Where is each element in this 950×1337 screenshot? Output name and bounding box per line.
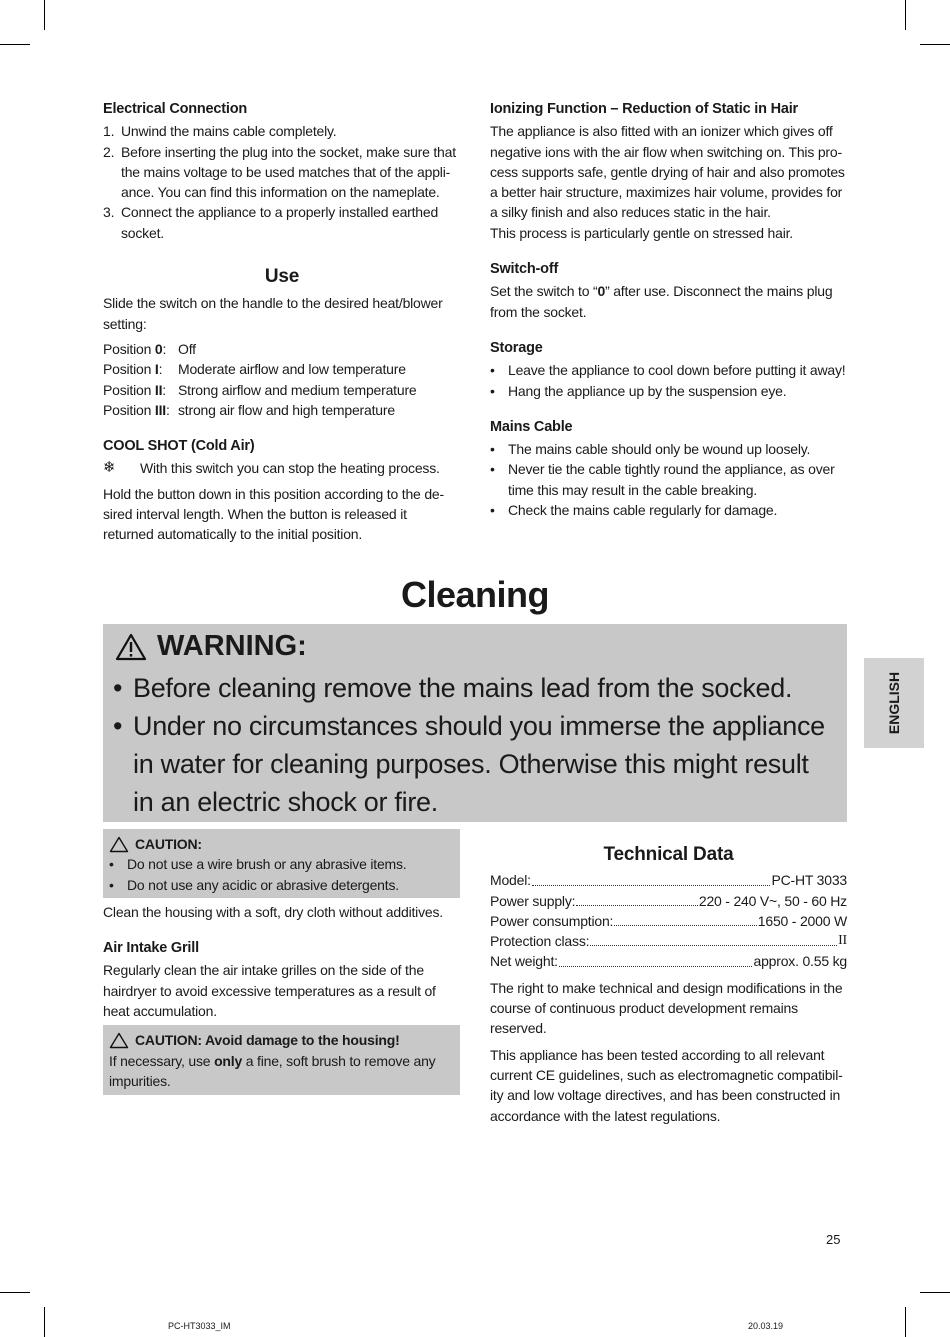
list-item: • Check the mains cable regularly for damage. — [490, 500, 847, 520]
crop-mark — [920, 44, 950, 45]
caution-triangle-icon — [109, 836, 129, 853]
step-text: Before inserting the plug into the socket, make sure that the mains voltage to be used matches that of the appliance. You can find this information on the nameplate. — [121, 143, 456, 201]
page-number: 25 — [826, 1232, 841, 1247]
mains-cable-heading: Mains Cable — [490, 418, 573, 435]
list-item: • Never tie the cable tightly round the appliance, as over time this may result in the cable breaking. — [490, 459, 847, 500]
electrical-connection-heading: Electrical Connection — [103, 101, 248, 117]
list-item: • Do not use a wire brush or any abrasive items. — [109, 854, 454, 874]
table-row: Position II: Strong airflow and medium temperature — [103, 380, 417, 400]
cool-shot-line — [103, 458, 461, 478]
caution-housing-box — [103, 1025, 460, 1095]
list-item: • Hang the appliance up by the suspension eye. — [490, 381, 847, 401]
caution-title: CAUTION: — [135, 836, 202, 852]
switch-off-heading: Switch-off — [490, 261, 559, 278]
language-tab — [864, 658, 924, 748]
position-desc: Moderate airflow and low temperature — [178, 361, 406, 378]
cool-shot-heading: COOL SHOT (Cold Air) — [103, 438, 255, 455]
technical-data-heading: Technical Data — [603, 844, 734, 865]
switch-off-body: Set the switch to “0” after use. Disconnect the mains plug from the socket. — [490, 283, 833, 320]
storage-heading: Storage — [490, 339, 543, 356]
language-label: ENGLISH — [886, 671, 902, 735]
mains-cable-list — [490, 439, 847, 520]
table-row: Position I: Moderate airflow and low temperature — [103, 359, 417, 379]
tech-row: Net weight: approx. 0.55 kg — [490, 953, 847, 970]
crop-mark — [920, 1292, 950, 1293]
list-item: • The mains cable should only be wound up loosely. — [490, 439, 847, 459]
list-item: • Do not use any acidic or abrasive detergents. — [109, 875, 454, 895]
list-item: • Leave the appliance to cool down before putting it away! — [490, 360, 847, 380]
caution-list — [109, 854, 454, 895]
table-row: Position 0: Off — [103, 339, 417, 359]
table-row: Position III: strong air flow and high temperature — [103, 400, 417, 420]
tech-row: Power supply: 220 - 240 V~, 50 - 60 Hz — [490, 892, 847, 909]
list-item — [103, 142, 461, 203]
left-column — [103, 99, 461, 545]
cool-shot-body: Hold the button down in this position according to the desired interval length. When the button is released it returned automatically to the initial position. — [103, 485, 445, 543]
caution-housing-text: If necessary, use only a fine, soft brush to remove any impurities. — [109, 1052, 436, 1089]
list-item: • Before cleaning remove the mains lead from the socked. — [113, 669, 833, 707]
ionizing-body-2: This process is particularly gentle on stressed hair. — [490, 224, 793, 241]
step-number: 3. — [103, 204, 115, 221]
position-desc: strong air flow and high temperature — [178, 401, 395, 418]
use-heading: Use — [264, 266, 300, 288]
right-column — [490, 99, 847, 520]
lower-left-column — [103, 829, 460, 1095]
tech-row: Power consumption: 1650 - 2000 W — [490, 912, 847, 929]
position-desc: Off — [178, 340, 196, 357]
caution-triangle-icon — [109, 1032, 129, 1049]
tech-row: Protection class: II — [490, 933, 847, 950]
cleaning-heading: Cleaning — [400, 574, 549, 615]
list-item — [103, 202, 461, 243]
position-desc: Strong airflow and medium temperature — [178, 381, 417, 398]
crop-mark — [0, 44, 30, 45]
step-text: Unwind the mains cable completely. — [121, 123, 337, 140]
list-item — [103, 121, 461, 141]
warning-header — [115, 630, 307, 663]
crop-mark — [905, 0, 906, 30]
electrical-steps-list — [103, 121, 461, 243]
technical-note-2: This appliance has been tested according to all relevant current CE guidelines, such as electromagnetic compatibility and low voltage directives, and has been constructed in accordance with the latest regulations. — [490, 1046, 843, 1124]
ionizing-body: The appliance is also fitted with an ionizer which gives off negative ions with the air flow when switching on. This process supports safe, gentle drying of hair and also promotes a better hair structure, maximizes hair volume, provides for a silky finish and also reduces static in the hair. — [490, 123, 845, 221]
housing-text: Clean the housing with a soft, dry cloth without additives. — [103, 903, 443, 920]
warning-title: WARNING: — [157, 630, 307, 662]
warning-list — [113, 669, 833, 821]
footer-date: 20.03.19 — [748, 1321, 784, 1331]
storage-list — [490, 360, 847, 401]
footer-doc-id: PC-HT3033_IM — [168, 1321, 231, 1331]
step-text: Connect the appliance to a properly installed earthed socket. — [121, 204, 439, 241]
step-number: 1. — [103, 123, 115, 140]
caution-box — [103, 829, 460, 898]
tech-row: Model: PC-HT 3033 — [490, 872, 847, 889]
air-intake-heading: Air Intake Grill — [103, 940, 199, 957]
technical-note-1: The right to make technical and design modifications in the course of continuous product development remains reserved. — [490, 979, 843, 1037]
air-intake-text: Regularly clean the air intake grilles on the side of the hairdryer to avoid excessive temperatures as a result of heat accumulation. — [103, 962, 436, 1020]
ionizing-heading: Ionizing Function – Reduction of Static in Hair — [490, 101, 798, 117]
caution-header — [109, 834, 454, 854]
snowflake-icon: ❄ — [103, 459, 116, 477]
crop-mark — [0, 1292, 30, 1293]
crop-mark — [905, 1307, 906, 1337]
caution-housing-title: CAUTION: Avoid damage to the housing! — [135, 1032, 400, 1049]
positions-table — [103, 339, 417, 420]
use-intro: Slide the switch on the handle to the desired heat/blower setting: — [103, 295, 443, 332]
warning-triangle-icon — [115, 633, 147, 661]
warning-box — [103, 624, 847, 822]
cool-shot-text: With this switch you can stop the heating process. — [140, 460, 440, 477]
list-item: • Under no circumstances should you immerse the appliance in water for cleaning purposes. Otherwise this might result in an electric shock or fire. — [113, 707, 833, 821]
caution-housing-header — [109, 1030, 454, 1050]
crop-mark — [44, 1307, 45, 1337]
step-number: 2. — [103, 143, 115, 160]
crop-mark — [44, 0, 45, 30]
technical-data-column — [490, 845, 847, 1126]
